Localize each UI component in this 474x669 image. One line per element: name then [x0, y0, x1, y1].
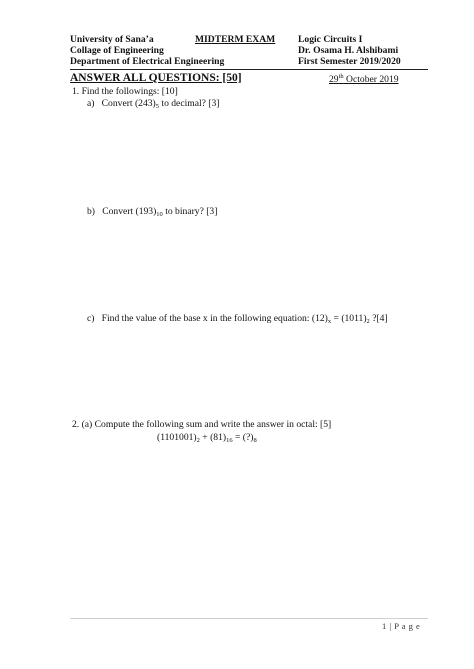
question-1b: b) Convert $(193)_{10}$ to binary? [3]: [87, 206, 218, 218]
page-title: ANSWER ALL QUESTIONS: [50]: [70, 72, 242, 84]
question-2-equation: $(1101001)_2 + (81)_{16}$ = $(?)_8$: [157, 432, 257, 444]
question-1-intro: 1. Find the followings: [10]: [72, 86, 178, 97]
footer-rule: [70, 618, 428, 619]
question-1c: c) Find the value of the base x in the following equation: $(12)_x = (1011)_2$ ?[4]: [87, 313, 388, 325]
university-name: University of Sana’a: [70, 34, 154, 45]
department-name: Department of Electrical Engineering: [70, 56, 225, 67]
question-2-intro: 2. (a) Compute the following sum and write the answer in octal: [5]: [72, 419, 332, 430]
question-1a: a) Convert $(243)_5$ to decimal? [3]: [87, 98, 220, 110]
semester: First Semester 2019/2020: [298, 56, 401, 67]
exam-date: 29th October 2019: [329, 73, 399, 85]
header-rule: [70, 69, 428, 70]
page-number: 1 | P a g e: [382, 621, 421, 631]
instructor-name: Dr. Osama H. Alshibami: [298, 45, 399, 56]
college-name: Collage of Engineering: [70, 45, 164, 56]
exam-type: MIDTERM EXAM: [195, 34, 276, 45]
course-name: Logic Circuits I: [298, 34, 363, 45]
